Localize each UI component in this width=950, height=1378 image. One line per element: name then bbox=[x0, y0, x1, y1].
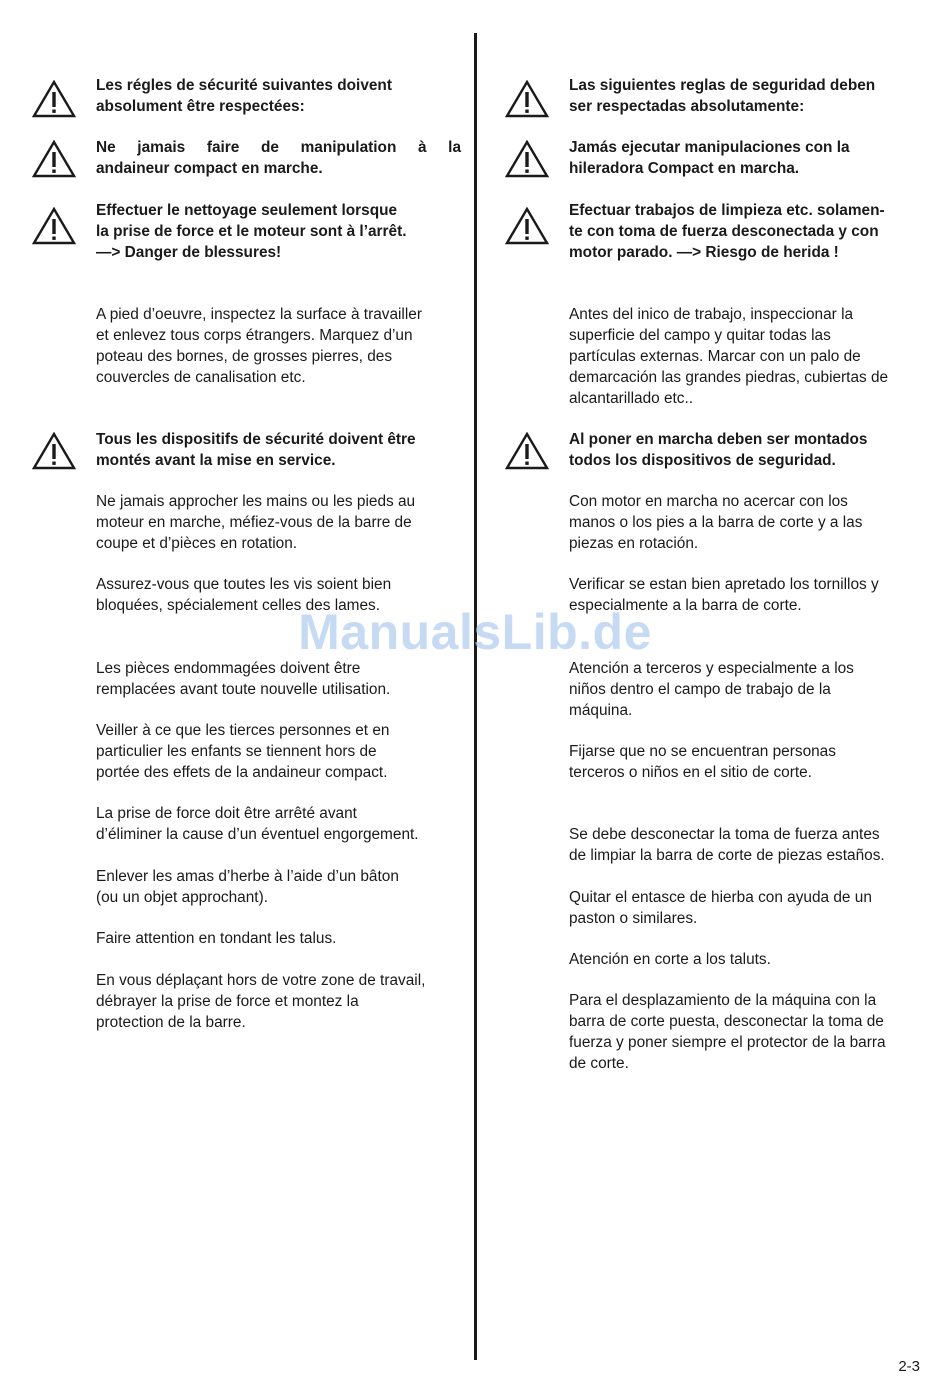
fr-warning-1: Les régles de sécurité suivantes doivent absolument être respectées: bbox=[96, 77, 392, 115]
column-divider bbox=[474, 33, 477, 1360]
fr-warning-2: Ne jamais faire de manipulation à la andaineur compact en marche. bbox=[96, 139, 461, 177]
watermark: ManualsLib.de bbox=[298, 604, 652, 660]
es-paragraph-inspection: Antes del inico de trabajo, inspeccionar la superficie del campo y quitar todas las partículas externas. Marcar con un palo de demarcación las grandes piedras, cubiertas de alcantarillado etc.. bbox=[569, 306, 889, 407]
fr-paragraph-grass: Enlever les amas d’herbe à l’aide d’un bâton (ou un objet approchant). bbox=[96, 868, 399, 906]
fr-paragraph-third-parties: Veiller à ce que les tierces personnes et en particulier les enfants se tiennent hors de portée des effets de la andaineur compact. bbox=[96, 722, 390, 781]
warning-triangle-icon bbox=[32, 80, 76, 118]
es-warning-1: Las siguientes reglas de seguridad deben ser respectadas absolutamente: bbox=[569, 77, 876, 115]
es-paragraph-screws: Verificar se estan bien apretado los tornillos y especialmente a la barra de corte. bbox=[569, 576, 879, 614]
warning-triangle-icon bbox=[505, 140, 549, 178]
warning-triangle-icon bbox=[505, 207, 549, 245]
es-paragraph-slopes: Atención en corte a los taluts. bbox=[569, 951, 771, 968]
warning-triangle-icon bbox=[32, 140, 76, 178]
warning-triangle-icon bbox=[505, 80, 549, 118]
fr-paragraph-damaged: Les pièces endommagées doivent être remplacées avant toute nouvelle utilisation. bbox=[96, 660, 391, 698]
warning-triangle-icon bbox=[32, 207, 76, 245]
es-paragraph-grass: Quitar el entasce de hierba con ayuda de un paston o similares. bbox=[569, 889, 872, 927]
warning-triangle-icon bbox=[505, 432, 549, 470]
fr-paragraph-pto: La prise de force doit être arrêté avant d’éliminer la cause d’un éventuel engorgement. bbox=[96, 805, 419, 843]
es-paragraph-hands: Con motor en marcha no acercar con los manos o los pies a la barra de corte y a las piezas en rotación. bbox=[569, 493, 863, 552]
es-paragraph-transport: Para el desplazamiento de la máquina con la barra de corte puesta, desconectar la toma de fuerza y poner siempre el protector de la barra de corte. bbox=[569, 992, 886, 1072]
es-warning-3: Efectuar trabajos de limpieza etc. solamen- te con toma de fuerza desconectada y con motor parado. —> Riesgo de herida ! bbox=[569, 202, 885, 261]
fr-paragraph-hands: Ne jamais approcher les mains ou les pieds au moteur en marche, méfiez-vous de la barre de coupe et d’pièces en rotation. bbox=[96, 493, 416, 552]
es-paragraph-third-parties: Atención a terceros y especialmente a los niños dentro el campo de trabajo de la máquina. bbox=[569, 660, 854, 719]
fr-warning-4: Tous les dispositifs de sécurité doivent être montés avant la mise en service. bbox=[96, 431, 416, 469]
fr-paragraph-slopes: Faire attention en tondant les talus. bbox=[96, 930, 337, 947]
fr-paragraph-transport: En vous déplaçant hors de votre zone de travail, débrayer la prise de force et montez la protection de la barre. bbox=[96, 972, 426, 1031]
es-warning-2: Jamás ejecutar manipulaciones con la hileradora Compact en marcha. bbox=[569, 139, 850, 177]
page-number: 2-3 bbox=[898, 1358, 920, 1375]
fr-warning-3: Effectuer le nettoyage seulement lorsque la prise de force et le moteur sont à l’arrêt. —> Danger de blessures! bbox=[96, 202, 407, 261]
es-paragraph-pto: Se debe desconectar la toma de fuerza antes de limpiar la barra de corte de piezas estaños. bbox=[569, 826, 885, 864]
es-warning-4: Al poner en marcha deben ser montados todos los dispositivos de seguridad. bbox=[569, 431, 868, 469]
fr-paragraph-inspection: A pied d’oeuvre, inspectez la surface à travailler et enlevez tous corps étrangers. Marquez d’un poteau des bornes, de grosses pierres, des couvercles de canalisation etc. bbox=[96, 306, 422, 386]
fr-paragraph-screws: Assurez-vous que toutes les vis soient bien bloquées, spécialement celles des lames. bbox=[96, 576, 392, 614]
es-paragraph-persons: Fijarse que no se encuentran personas terceros o niños en el sitio de corte. bbox=[569, 743, 836, 781]
warning-triangle-icon bbox=[32, 432, 76, 470]
